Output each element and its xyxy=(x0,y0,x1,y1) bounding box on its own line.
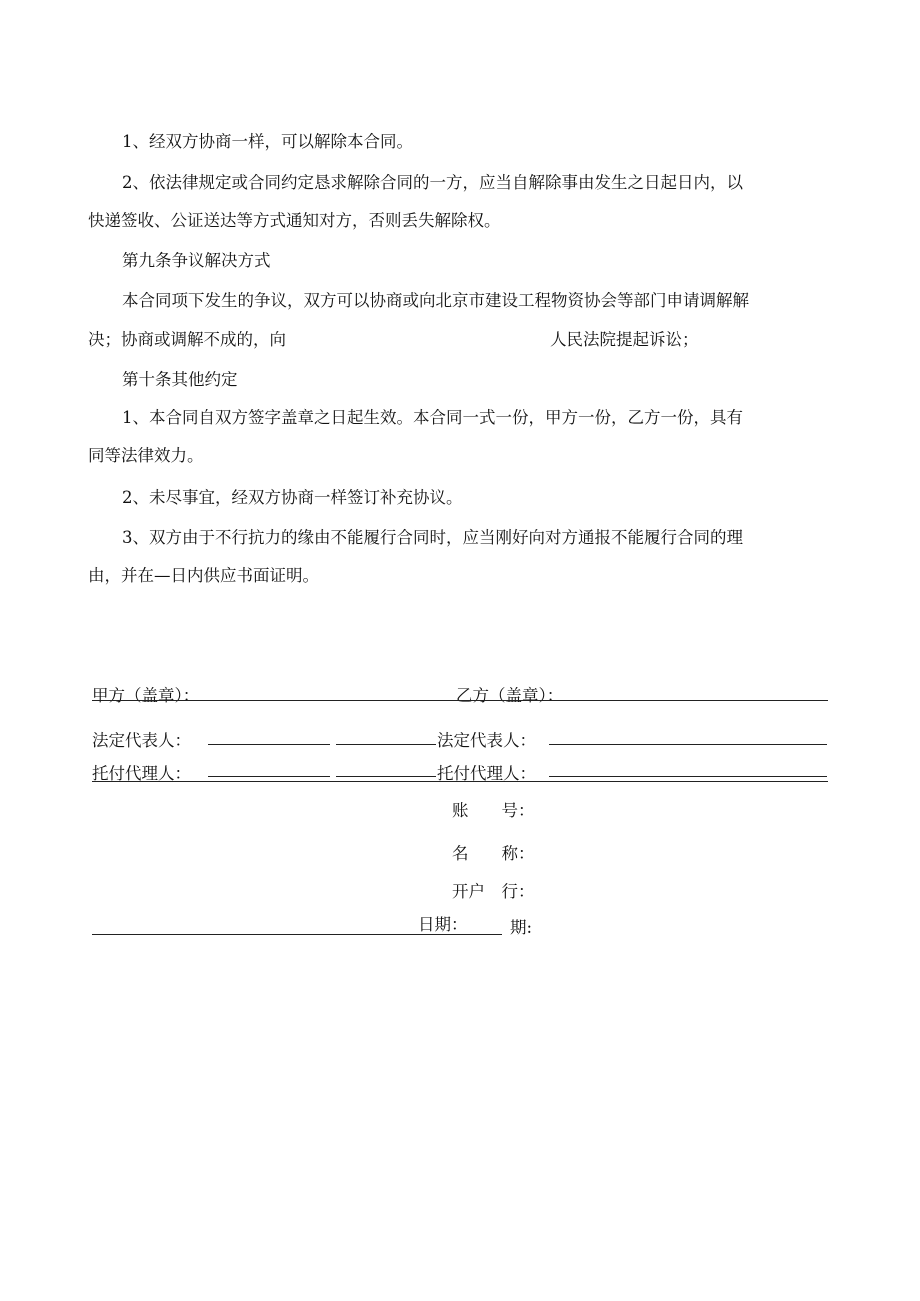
agent-b-label: 托付代理人： xyxy=(437,764,536,783)
legal-rep-mid-blank xyxy=(336,744,436,745)
date-b-label: 期: xyxy=(510,918,533,937)
signature-rule xyxy=(92,781,828,782)
agent-a-label: 托付代理人： xyxy=(92,764,191,783)
clause-2-line-2: 快递签收、公证送达等方式通知对方，否则丢失解除权。 xyxy=(88,211,501,230)
article-10-clause-3-line-2: 由，并在—日内供应书面证明。 xyxy=(88,566,319,585)
legal-rep-b-label: 法定代表人： xyxy=(437,731,536,750)
date-a-label: 日期： xyxy=(418,915,468,934)
article-10-clause-1-line-2: 同等法律效力。 xyxy=(88,446,204,465)
article-9-line-2a: 决；协商或调解不成的，向 xyxy=(88,330,286,349)
opening-bank-label: 开户 行： xyxy=(452,882,535,901)
article-9-line-2b: 人民法院提起诉讼； xyxy=(550,330,699,349)
account-name-label: 名 称： xyxy=(452,844,535,863)
legal-rep-b-blank xyxy=(549,744,827,745)
article-10-clause-2: 2、未尽事宜，经双方协商一样签订补充协议。 xyxy=(122,488,463,507)
agent-mid-blank xyxy=(336,776,436,777)
legal-rep-a-blank xyxy=(208,744,330,745)
agent-b-blank xyxy=(549,776,827,777)
legal-rep-a-label: 法定代表人： xyxy=(92,731,191,750)
date-a-underline xyxy=(92,934,502,935)
account-number-label: 账 号： xyxy=(452,801,535,820)
article-9-title: 第九条争议解决方式 xyxy=(122,251,271,270)
article-10-clause-3-line-1: 3、双方由于不行抗力的缘由不能履行合同时，应当刚好向对方通报不能履行合同的理 xyxy=(122,528,743,547)
party-a-seal-label: 甲方（盖章）： xyxy=(92,686,200,705)
clause-2-line-1: 2、依法律规定或合同约定恳求解除合同的一方，应当自解除事由发生之日起日内，以 xyxy=(122,173,743,192)
party-seal-underline xyxy=(92,700,828,701)
party-b-seal-label: 乙方（盖章）： xyxy=(456,686,564,705)
agent-a-blank xyxy=(208,776,330,777)
article-10-clause-1-line-1: 1、本合同自双方签字盖章之日起生效。本合同一式一份，甲方一份，乙方一份，具有 xyxy=(122,408,743,427)
article-10-title: 第十条其他约定 xyxy=(122,370,238,389)
article-9-line-1: 本合同项下发生的争议，双方可以协商或向北京市建设工程物资协会等部门申请调解解 xyxy=(122,291,749,310)
clause-1: 1、经双方协商一样，可以解除本合同。 xyxy=(122,132,413,151)
